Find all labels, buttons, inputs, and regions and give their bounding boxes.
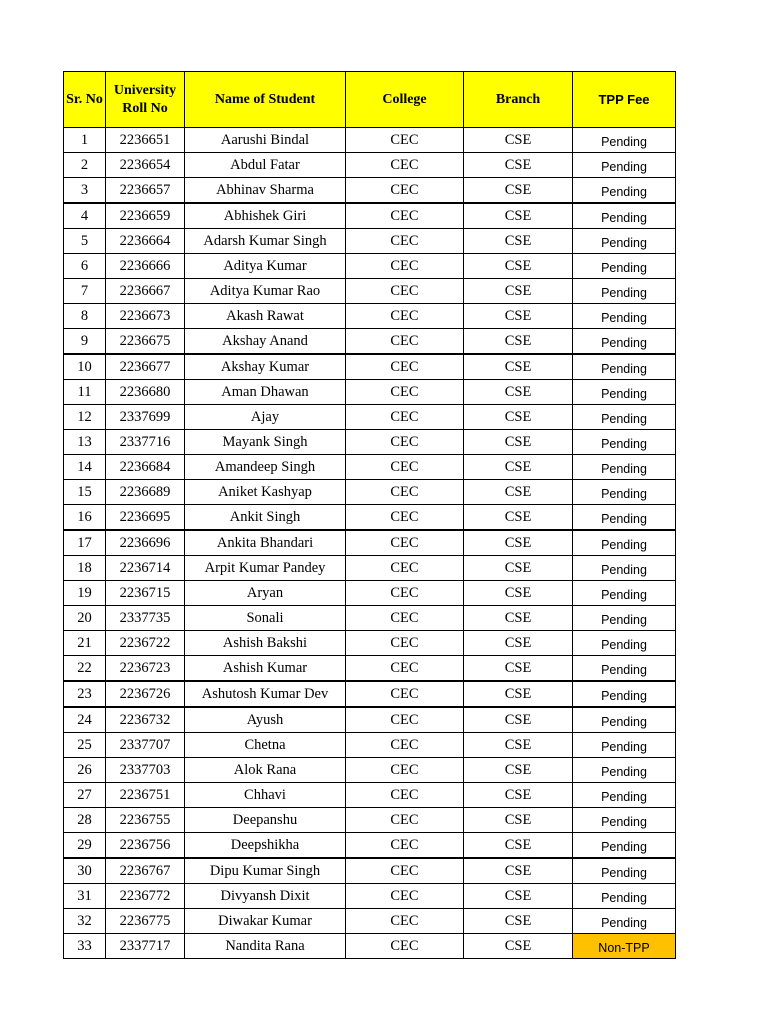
sr-no-cell: 7	[64, 279, 106, 304]
tpp-fee-cell: Pending	[573, 783, 676, 808]
branch-cell: CSE	[464, 808, 573, 833]
sr-no-cell: 29	[64, 833, 106, 859]
college-cell: CEC	[346, 203, 464, 229]
tpp-fee-cell: Pending	[573, 279, 676, 304]
table-row	[64, 530, 676, 556]
sr-no-cell: 3	[64, 178, 106, 204]
roll-no-cell: 2236673	[106, 304, 185, 329]
roll-no-cell: 2236756	[106, 833, 185, 859]
college-cell: CEC	[346, 707, 464, 733]
tpp-fee-cell: Pending	[573, 153, 676, 178]
tpp-fee-cell: Pending	[573, 128, 676, 153]
student-name-cell: Deepanshu	[185, 808, 346, 833]
table-body	[64, 128, 676, 959]
branch-cell: CSE	[464, 530, 573, 556]
branch-cell: CSE	[464, 556, 573, 581]
student-name-cell: Akshay Kumar	[185, 354, 346, 380]
student-name-cell: Aarushi Bindal	[185, 128, 346, 153]
student-name-cell: Aniket Kashyap	[185, 480, 346, 505]
tpp-fee-cell: Pending	[573, 909, 676, 934]
branch-cell: CSE	[464, 229, 573, 254]
roll-no-cell: 2236767	[106, 858, 185, 884]
college-cell: CEC	[346, 304, 464, 329]
sr-no-cell: 21	[64, 631, 106, 656]
tpp-fee-cell: Pending	[573, 329, 676, 355]
roll-no-cell: 2337703	[106, 758, 185, 783]
sr-no-cell: 5	[64, 229, 106, 254]
college-cell: CEC	[346, 530, 464, 556]
tpp-fee-cell: Pending	[573, 455, 676, 480]
student-name-cell: Ankit Singh	[185, 505, 346, 531]
table-row	[64, 153, 676, 178]
table-row	[64, 884, 676, 909]
student-name-cell: Sonali	[185, 606, 346, 631]
table-row	[64, 656, 676, 682]
table-row	[64, 430, 676, 455]
table-row	[64, 254, 676, 279]
tpp-fee-cell: Pending	[573, 480, 676, 505]
sr-no-cell: 18	[64, 556, 106, 581]
sr-no-cell: 30	[64, 858, 106, 884]
college-cell: CEC	[346, 733, 464, 758]
branch-cell: CSE	[464, 455, 573, 480]
table-row	[64, 405, 676, 430]
tpp-fee-cell: Pending	[573, 631, 676, 656]
branch-cell: CSE	[464, 505, 573, 531]
branch-cell: CSE	[464, 707, 573, 733]
table-row	[64, 455, 676, 480]
header-sr-no: Sr. No	[64, 72, 106, 128]
tpp-fee-cell: Pending	[573, 733, 676, 758]
roll-no-cell: 2236651	[106, 128, 185, 153]
roll-no-cell: 2236680	[106, 380, 185, 405]
college-cell: CEC	[346, 808, 464, 833]
student-name-cell: Adarsh Kumar Singh	[185, 229, 346, 254]
sr-no-cell: 6	[64, 254, 106, 279]
tpp-fee-cell: Pending	[573, 707, 676, 733]
tpp-fee-cell: Pending	[573, 405, 676, 430]
student-name-cell: Diwakar Kumar	[185, 909, 346, 934]
table-row	[64, 178, 676, 204]
sr-no-cell: 4	[64, 203, 106, 229]
sr-no-cell: 2	[64, 153, 106, 178]
roll-no-cell: 2236684	[106, 455, 185, 480]
roll-no-cell: 2236654	[106, 153, 185, 178]
sr-no-cell: 26	[64, 758, 106, 783]
student-name-cell: Alok Rana	[185, 758, 346, 783]
sr-no-cell: 25	[64, 733, 106, 758]
student-name-cell: Ajay	[185, 405, 346, 430]
branch-cell: CSE	[464, 405, 573, 430]
tpp-fee-cell: Pending	[573, 178, 676, 204]
table-row	[64, 203, 676, 229]
college-cell: CEC	[346, 405, 464, 430]
student-name-cell: Aryan	[185, 581, 346, 606]
sr-no-cell: 32	[64, 909, 106, 934]
sr-no-cell: 20	[64, 606, 106, 631]
college-cell: CEC	[346, 934, 464, 959]
roll-no-cell: 2236695	[106, 505, 185, 531]
college-cell: CEC	[346, 884, 464, 909]
table-row	[64, 229, 676, 254]
college-cell: CEC	[346, 178, 464, 204]
table-row	[64, 354, 676, 380]
branch-cell: CSE	[464, 279, 573, 304]
branch-cell: CSE	[464, 304, 573, 329]
branch-cell: CSE	[464, 833, 573, 859]
header-row	[64, 72, 676, 128]
roll-no-cell: 2236714	[106, 556, 185, 581]
sr-no-cell: 12	[64, 405, 106, 430]
table-row	[64, 758, 676, 783]
sr-no-cell: 9	[64, 329, 106, 355]
branch-cell: CSE	[464, 128, 573, 153]
roll-no-cell: 2236755	[106, 808, 185, 833]
college-cell: CEC	[346, 380, 464, 405]
tpp-fee-cell: Pending	[573, 581, 676, 606]
header-name-of-student: Name of Student	[185, 72, 346, 128]
tpp-fee-cell: Pending	[573, 656, 676, 682]
tpp-fee-cell: Pending	[573, 884, 676, 909]
college-cell: CEC	[346, 858, 464, 884]
student-name-cell: Aman Dhawan	[185, 380, 346, 405]
tpp-fee-cell: Pending	[573, 833, 676, 859]
sr-no-cell: 10	[64, 354, 106, 380]
student-name-cell: Abhinav Sharma	[185, 178, 346, 204]
roll-no-cell: 2236715	[106, 581, 185, 606]
sr-no-cell: 8	[64, 304, 106, 329]
roll-no-cell: 2236664	[106, 229, 185, 254]
student-name-cell: Amandeep Singh	[185, 455, 346, 480]
tpp-fee-cell: Pending	[573, 808, 676, 833]
college-cell: CEC	[346, 480, 464, 505]
college-cell: CEC	[346, 909, 464, 934]
student-name-cell: Chhavi	[185, 783, 346, 808]
student-name-cell: Akash Rawat	[185, 304, 346, 329]
roll-no-cell: 2337699	[106, 405, 185, 430]
sr-no-cell: 16	[64, 505, 106, 531]
branch-cell: CSE	[464, 631, 573, 656]
table-row	[64, 279, 676, 304]
college-cell: CEC	[346, 128, 464, 153]
college-cell: CEC	[346, 505, 464, 531]
table-row	[64, 934, 676, 959]
branch-cell: CSE	[464, 909, 573, 934]
roll-no-cell: 2337717	[106, 934, 185, 959]
student-name-cell: Mayank Singh	[185, 430, 346, 455]
roll-no-cell: 2337707	[106, 733, 185, 758]
college-cell: CEC	[346, 783, 464, 808]
student-name-cell: Arpit Kumar Pandey	[185, 556, 346, 581]
college-cell: CEC	[346, 681, 464, 707]
sr-no-cell: 13	[64, 430, 106, 455]
table-row	[64, 808, 676, 833]
sr-no-cell: 31	[64, 884, 106, 909]
roll-no-cell: 2236689	[106, 480, 185, 505]
table-row	[64, 480, 676, 505]
header-branch: Branch	[464, 72, 573, 128]
sr-no-cell: 28	[64, 808, 106, 833]
student-name-cell: Nandita Rana	[185, 934, 346, 959]
sr-no-cell: 33	[64, 934, 106, 959]
table-row	[64, 909, 676, 934]
tpp-fee-cell: Pending	[573, 606, 676, 631]
header-tpp-fee: TPP Fee	[573, 72, 676, 128]
header-college: College	[346, 72, 464, 128]
student-name-cell: Ashish Kumar	[185, 656, 346, 682]
student-name-cell: Ankita Bhandari	[185, 530, 346, 556]
college-cell: CEC	[346, 153, 464, 178]
branch-cell: CSE	[464, 884, 573, 909]
table-row	[64, 380, 676, 405]
college-cell: CEC	[346, 229, 464, 254]
tpp-fee-cell: Pending	[573, 354, 676, 380]
tpp-fee-cell: Pending	[573, 758, 676, 783]
roll-no-cell: 2236659	[106, 203, 185, 229]
sr-no-cell: 22	[64, 656, 106, 682]
tpp-fee-cell: Pending	[573, 380, 676, 405]
college-cell: CEC	[346, 556, 464, 581]
branch-cell: CSE	[464, 430, 573, 455]
roll-no-cell: 2236667	[106, 279, 185, 304]
sr-no-cell: 19	[64, 581, 106, 606]
roll-no-cell: 2236696	[106, 530, 185, 556]
sr-no-cell: 15	[64, 480, 106, 505]
student-name-cell: Ashish Bakshi	[185, 631, 346, 656]
college-cell: CEC	[346, 329, 464, 355]
college-cell: CEC	[346, 455, 464, 480]
tpp-fee-cell: Pending	[573, 430, 676, 455]
header-university-roll-no: University Roll No	[106, 72, 185, 128]
college-cell: CEC	[346, 279, 464, 304]
branch-cell: CSE	[464, 858, 573, 884]
student-name-cell: Ayush	[185, 707, 346, 733]
sr-no-cell: 17	[64, 530, 106, 556]
sr-no-cell: 11	[64, 380, 106, 405]
college-cell: CEC	[346, 833, 464, 859]
student-name-cell: Ashutosh Kumar Dev	[185, 681, 346, 707]
roll-no-cell: 2236675	[106, 329, 185, 355]
table-row	[64, 304, 676, 329]
roll-no-cell: 2337735	[106, 606, 185, 631]
tpp-fee-cell: Pending	[573, 304, 676, 329]
college-cell: CEC	[346, 631, 464, 656]
branch-cell: CSE	[464, 783, 573, 808]
branch-cell: CSE	[464, 656, 573, 682]
branch-cell: CSE	[464, 934, 573, 959]
roll-no-cell: 2236723	[106, 656, 185, 682]
branch-cell: CSE	[464, 606, 573, 631]
branch-cell: CSE	[464, 758, 573, 783]
branch-cell: CSE	[464, 178, 573, 204]
branch-cell: CSE	[464, 153, 573, 178]
sr-no-cell: 14	[64, 455, 106, 480]
student-name-cell: Dipu Kumar Singh	[185, 858, 346, 884]
student-name-cell: Aditya Kumar	[185, 254, 346, 279]
college-cell: CEC	[346, 354, 464, 380]
student-name-cell: Deepshikha	[185, 833, 346, 859]
sr-no-cell: 27	[64, 783, 106, 808]
table-row	[64, 733, 676, 758]
branch-cell: CSE	[464, 681, 573, 707]
table-row	[64, 606, 676, 631]
roll-no-cell: 2236772	[106, 884, 185, 909]
college-cell: CEC	[346, 656, 464, 682]
sr-no-cell: 24	[64, 707, 106, 733]
student-fee-table	[63, 71, 676, 959]
college-cell: CEC	[346, 606, 464, 631]
table-row	[64, 681, 676, 707]
student-name-cell: Abhishek Giri	[185, 203, 346, 229]
roll-no-cell: 2337716	[106, 430, 185, 455]
roll-no-cell: 2236677	[106, 354, 185, 380]
student-name-cell: Abdul Fatar	[185, 153, 346, 178]
branch-cell: CSE	[464, 203, 573, 229]
college-cell: CEC	[346, 254, 464, 279]
roll-no-cell: 2236732	[106, 707, 185, 733]
tpp-fee-cell: Pending	[573, 254, 676, 279]
tpp-fee-cell: Pending	[573, 681, 676, 707]
tpp-fee-cell: Pending	[573, 556, 676, 581]
sr-no-cell: 23	[64, 681, 106, 707]
college-cell: CEC	[346, 581, 464, 606]
roll-no-cell: 2236657	[106, 178, 185, 204]
branch-cell: CSE	[464, 254, 573, 279]
tpp-fee-cell: Pending	[573, 203, 676, 229]
branch-cell: CSE	[464, 354, 573, 380]
table-row	[64, 783, 676, 808]
student-name-cell: Chetna	[185, 733, 346, 758]
table-row	[64, 128, 676, 153]
tpp-fee-cell: Pending	[573, 505, 676, 531]
table-row	[64, 505, 676, 531]
tpp-fee-cell: Pending	[573, 530, 676, 556]
table-row	[64, 833, 676, 859]
table-row	[64, 581, 676, 606]
branch-cell: CSE	[464, 480, 573, 505]
tpp-fee-cell: Pending	[573, 229, 676, 254]
table-row	[64, 631, 676, 656]
table-row	[64, 707, 676, 733]
college-cell: CEC	[346, 758, 464, 783]
tpp-fee-cell: Non-TPP	[573, 934, 676, 959]
roll-no-cell: 2236726	[106, 681, 185, 707]
branch-cell: CSE	[464, 329, 573, 355]
branch-cell: CSE	[464, 581, 573, 606]
branch-cell: CSE	[464, 733, 573, 758]
roll-no-cell: 2236722	[106, 631, 185, 656]
sr-no-cell: 1	[64, 128, 106, 153]
roll-no-cell: 2236775	[106, 909, 185, 934]
college-cell: CEC	[346, 430, 464, 455]
roll-no-cell: 2236751	[106, 783, 185, 808]
tpp-fee-cell: Pending	[573, 858, 676, 884]
student-name-cell: Divyansh Dixit	[185, 884, 346, 909]
table-row	[64, 556, 676, 581]
branch-cell: CSE	[464, 380, 573, 405]
roll-no-cell: 2236666	[106, 254, 185, 279]
table-row	[64, 329, 676, 355]
student-name-cell: Akshay Anand	[185, 329, 346, 355]
table-row	[64, 858, 676, 884]
student-name-cell: Aditya Kumar Rao	[185, 279, 346, 304]
